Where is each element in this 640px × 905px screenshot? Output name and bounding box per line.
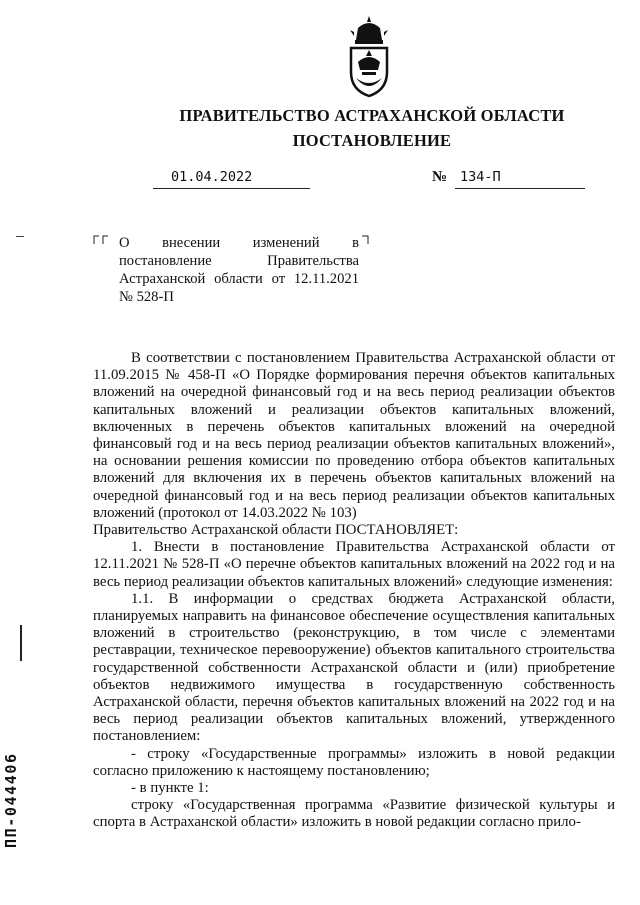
coat-of-arms-icon: [344, 14, 394, 98]
number-sign: №: [432, 169, 448, 185]
bracket-right-icon: [361, 235, 369, 245]
number-field: [455, 169, 585, 189]
document-type: ПОСТАНОВЛЕНИЕ: [292, 131, 452, 150]
paragraph-point-1: - в пункте 1:: [131, 780, 209, 797]
margin-bar: [20, 625, 22, 661]
paragraph-preamble: В соответствии с постановлением Правительства Астраханской области от 11.09.2015 № 458-П «О Порядке формирования перечня объектов капитальных вложений на очередной финансовый год и на весь период реализации объектов капитальных вложений и реализации объектов капитальных вложений, включенных в перечень объектов капитальных вложений на очередной финансовый год и на весь период реализации объектов капитальных вложений», на основании решения комиссии по проведению отбора объектов капитальных вложений для включения их в перечень объектов капитальных вложений на очередной финансовый год и на весь период реализации объектов капитальных вложений (протокол от 14.03.2022 № 103): [93, 350, 615, 521]
paragraph-item-1-1: 1.1. В информации о средствах бюджета Астраханской области, планируемых направить на финансовое обеспечение осуществления капитальных вложений в строительство (реконструкцию, в том числе с элементами реставрации, техническое перевооружение) объектов капитального строительства государственной собственности Астраханской области и (или) приобретение объектов недвижимого имущества в государственную собственность Астраханской области, перечня объектов капитальных вложений на 2022 год и на весь период реализации объектов капитальных вложений, утвержденного постановлением:: [93, 590, 615, 745]
paragraph-item-1: 1. Внести в постановление Правительства Астраханской области от 12.11.2021 № 528-П «О перечне объектов капитальных вложений на 2022 год и на весь период реализации объектов капитальных вложений» следующие изменения:: [93, 539, 615, 590]
date-field: [153, 169, 310, 189]
document-body: [93, 350, 615, 832]
margin-mark: [16, 236, 24, 237]
document-date: 01.04.2022: [171, 169, 253, 185]
document-subject: О внесении изменений в постановление Правительства Астраханской области от 12.11.2021 № 528-П: [119, 235, 359, 305]
bracket-left-icon: [93, 235, 109, 245]
paragraph-resolves: Правительство Астраханской области ПОСТАНОВЛЯЕТ:: [93, 522, 459, 539]
document-number: 134-П: [460, 169, 501, 185]
government-title: ПРАВИТЕЛЬСТВО АСТРАХАНСКОЙ ОБЛАСТИ: [179, 106, 565, 125]
paragraph-sport-program: строку «Государственная программа «Развитие физической культуры и спорта в Астраханской области» изложить в новой редакции согласно прило-: [93, 797, 615, 831]
paragraph-state-programs: - строку «Государственные программы» изложить в новой редакции согласно приложению к настоящему постановлению;: [93, 745, 615, 779]
serial-code: ПП-044406: [2, 752, 20, 848]
